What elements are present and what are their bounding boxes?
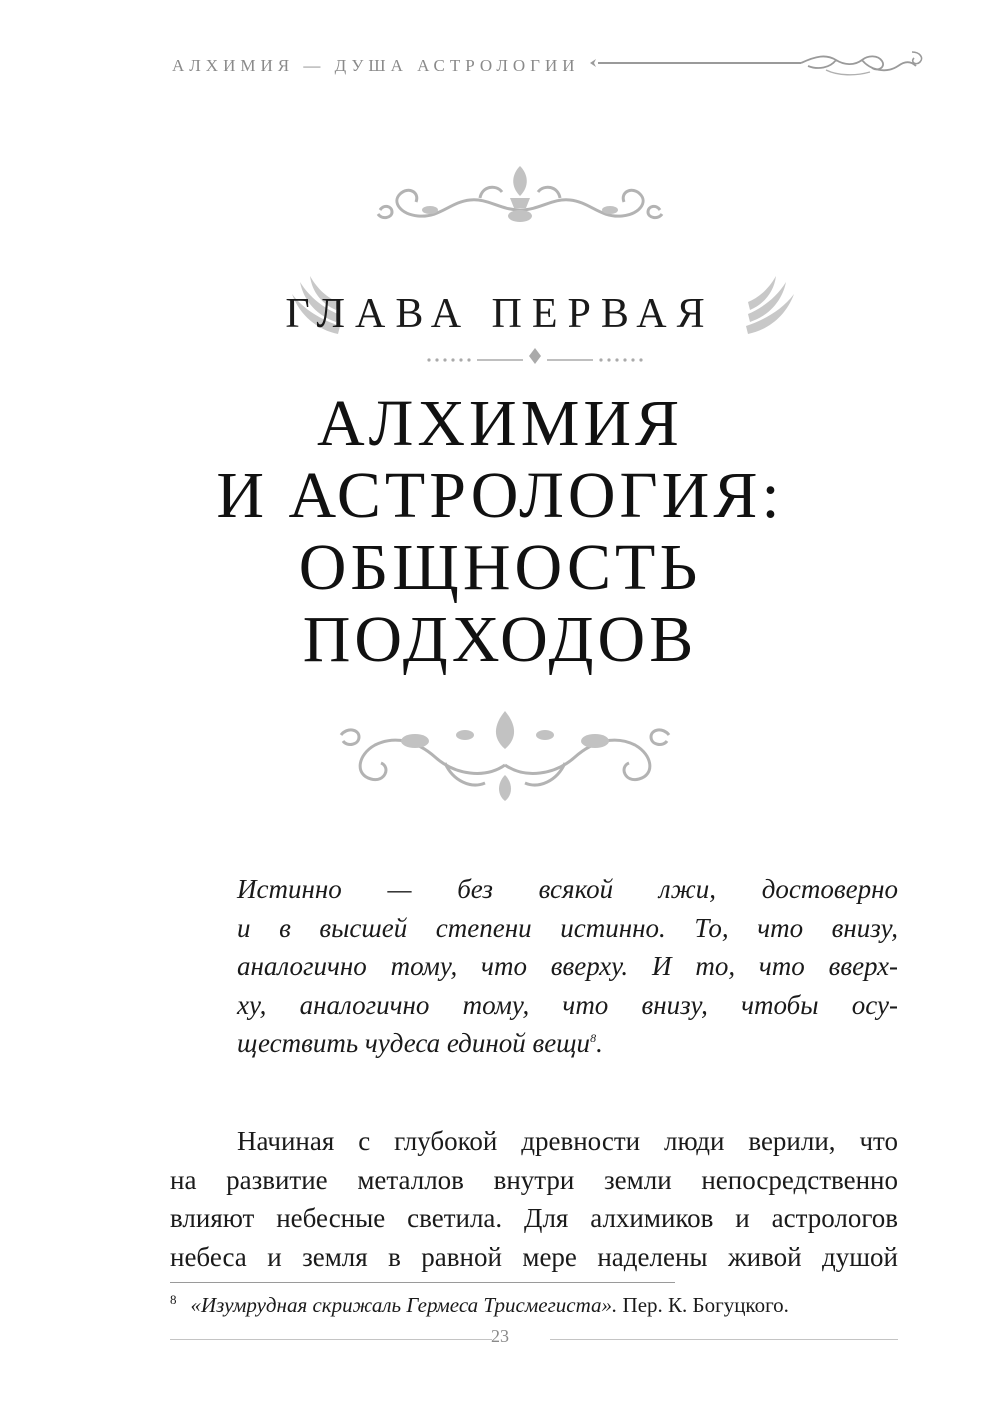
epigraph-end-punctuation: .	[596, 1028, 603, 1058]
epigraph-last-line	[237, 1024, 898, 1063]
epigraph-line: аналогично тому, что вверху. И то, что вверх-	[237, 951, 898, 981]
chapter-title-line: И АСТРОЛОГИЯ:	[216, 459, 784, 532]
body-line: на развитие металлов внутри земли непосредственно	[170, 1164, 898, 1195]
chapter-title-line: АЛХИМИЯ	[316, 387, 684, 460]
running-head	[172, 46, 926, 85]
epigraph-line: Истинно — без всякой лжи, достоверно	[237, 874, 898, 904]
chapter-divider-icon	[425, 346, 645, 366]
footnote-number: 8	[170, 1292, 177, 1307]
top-ornament-icon	[370, 162, 670, 232]
epigraph-line: ху, аналогично тому, что внизу, чтобы осу-	[237, 989, 898, 1020]
chapter-label: ГЛАВА ПЕРВАЯ	[285, 291, 715, 337]
footnote	[170, 1292, 789, 1318]
footnote-reference[interactable]: 8	[590, 1031, 597, 1045]
epigraph	[237, 870, 898, 1063]
body-line: Начиная с глубокой древности люди верили, что	[237, 1126, 898, 1156]
bottom-ornament-icon	[335, 705, 675, 805]
running-head-title: АЛХИМИЯ — ДУША АСТРОЛОГИИ	[172, 55, 580, 75]
footnote-text: «Изумрудная скрижаль Гермеса Трисмегиста».	[190, 1293, 618, 1317]
chapter-title-line: ПОДХОДОВ	[302, 603, 698, 676]
epigraph-line: ществить чудеса единой вещи	[237, 1028, 591, 1058]
running-head-flourish-icon	[586, 46, 926, 85]
epigraph-line: и в высшей степени истинно. То, что внизу,	[237, 912, 898, 943]
footnote-rule	[170, 1282, 675, 1283]
chapter-title	[0, 388, 1000, 676]
chapter-title-line: ОБЩНОСТЬ	[298, 531, 702, 604]
footnote-translator: Пер. К. Богуцкого.	[617, 1293, 789, 1317]
body-line: небеса и земля в равной мере наделены живой душой	[170, 1241, 898, 1272]
body-line: влияют небесные светила. Для алхимиков и астрологов	[170, 1203, 898, 1233]
page-number: 23	[491, 1326, 509, 1346]
body-paragraph	[170, 1122, 898, 1276]
